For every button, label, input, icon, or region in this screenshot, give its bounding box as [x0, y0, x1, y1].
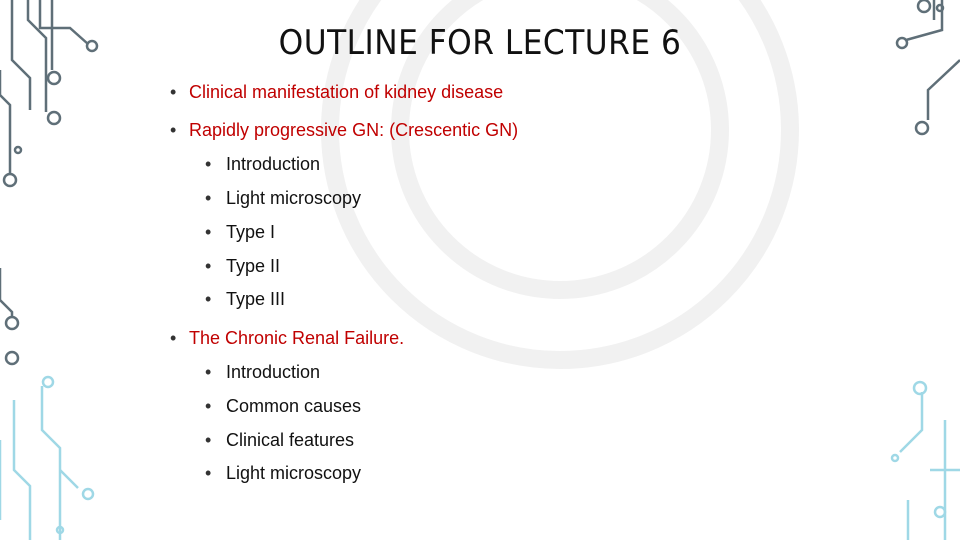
bullet-dot-icon: •: [205, 154, 212, 174]
outline-item-text: Type III: [226, 289, 286, 309]
outline-item-text: Light microscopy: [226, 463, 362, 483]
outline-item-text: Clinical features: [226, 430, 355, 450]
bullet-dot-icon: •: [205, 289, 212, 309]
bullet-dot-icon: •: [205, 256, 212, 276]
bullet-dot-icon: •: [205, 396, 212, 416]
bullet-dot-icon: •: [205, 188, 212, 208]
outline-item-text: Type I: [226, 222, 276, 242]
outline-item-text: Common causes: [226, 396, 362, 416]
bullet-dot-icon: •: [170, 82, 177, 102]
outline-item-text: Type II: [226, 256, 281, 276]
outline-item-text: Clinical manifestation of kidney disease: [189, 82, 504, 102]
bullet-dot-icon: •: [205, 222, 212, 242]
outline-item-text: Rapidly progressive GN: (Crescentic GN): [189, 120, 519, 140]
outline-item-text: Introduction: [226, 154, 321, 174]
slide-title: OUTLINE FOR LECTURE 6: [278, 23, 682, 63]
outline-item-text: Introduction: [226, 362, 321, 382]
bullet-dot-icon: •: [205, 430, 212, 450]
bullet-dot-icon: •: [170, 120, 177, 140]
bullet-dot-icon: •: [205, 463, 212, 483]
bullet-dot-icon: •: [205, 362, 212, 382]
outline-item-text: Light microscopy: [226, 188, 362, 208]
bullet-dot-icon: •: [170, 328, 177, 348]
outline-item-text: The Chronic Renal Failure.: [189, 328, 405, 348]
